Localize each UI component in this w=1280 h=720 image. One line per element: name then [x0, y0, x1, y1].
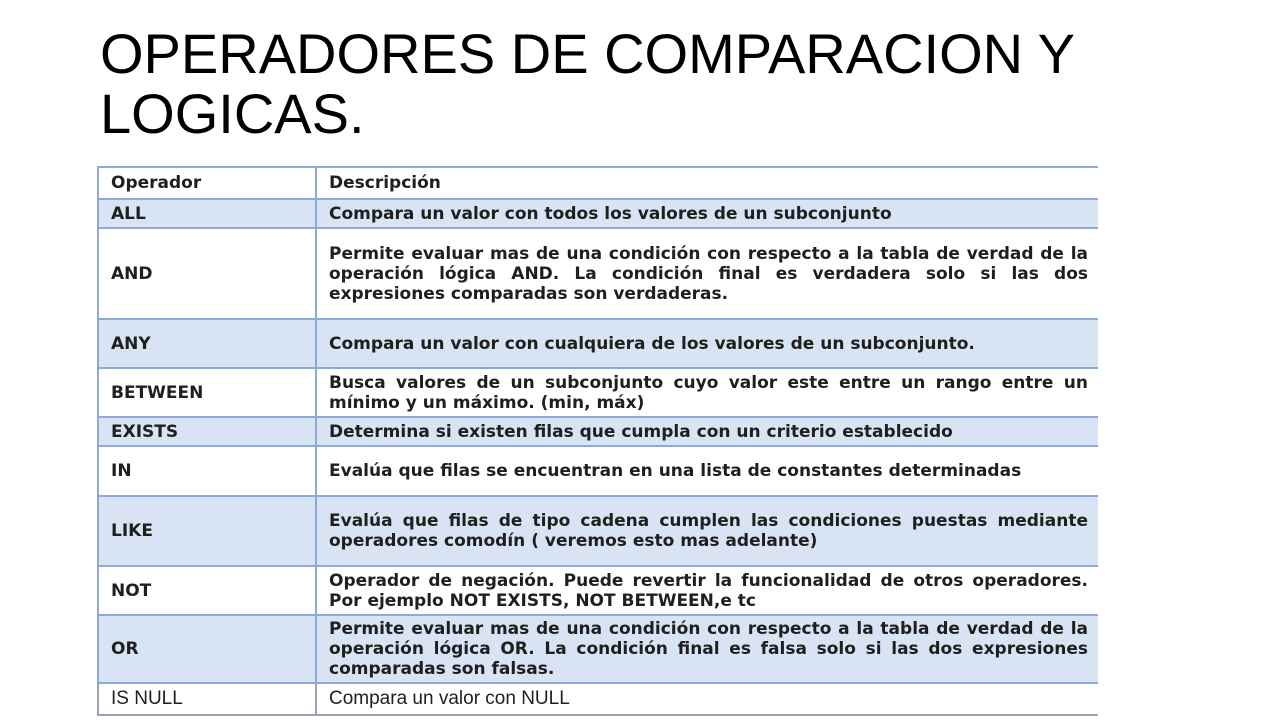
- table-row: [98, 566, 1098, 615]
- description-cell: Determina si existen filas que cumpla con un criterio establecido: [316, 417, 1098, 446]
- operator-cell: OR: [98, 615, 316, 683]
- table-row: [98, 199, 1098, 228]
- table-row: [98, 496, 1098, 566]
- description-cell: Compara un valor con NULL: [316, 683, 1098, 715]
- header-description: Descripción: [316, 167, 1098, 199]
- operator-cell: IN: [98, 446, 316, 496]
- description-cell: Busca valores de un subconjunto cuyo valor este entre un rango entre un mínimo y un máximo. (min, máx): [316, 368, 1098, 417]
- table-row: [98, 446, 1098, 496]
- description-cell: Operador de negación. Puede revertir la funcionalidad de otros operadores. Por ejemplo NOT EXISTS, NOT BETWEEN,e tc: [316, 566, 1098, 615]
- operator-cell: ANY: [98, 319, 316, 368]
- table-row: [98, 417, 1098, 446]
- description-cell: Evalúa que filas de tipo cadena cumplen las condiciones puestas mediante operadores comodín ( veremos esto mas adelante): [316, 496, 1098, 566]
- operator-cell: AND: [98, 228, 316, 319]
- slide-title: OPERADORES DE COMPARACION Y LOGICAS.: [100, 22, 1074, 145]
- description-cell: Compara un valor con cualquiera de los valores de un subconjunto.: [316, 319, 1098, 368]
- description-cell: Permite evaluar mas de una condición con respecto a la tabla de verdad de la operación lógica OR. La condición final es falsa solo si las dos expresiones comparadas son falsas.: [316, 615, 1098, 683]
- operators-table: [97, 166, 1098, 716]
- table-row: [98, 228, 1098, 319]
- description-cell: Evalúa que filas se encuentran en una lista de constantes determinadas: [316, 446, 1098, 496]
- table-row: [98, 683, 1098, 715]
- operator-cell: ALL: [98, 199, 316, 228]
- table-row: [98, 615, 1098, 683]
- operator-cell: IS NULL: [98, 683, 316, 715]
- operator-cell: NOT: [98, 566, 316, 615]
- table-header-row: [98, 167, 1098, 199]
- operators-table-container: [97, 166, 1098, 716]
- header-operator: Operador: [98, 167, 316, 199]
- description-cell: Compara un valor con todos los valores de un subconjunto: [316, 199, 1098, 228]
- description-cell: Permite evaluar mas de una condición con respecto a la tabla de verdad de la operación lógica AND. La condición final es verdadera solo si las dos expresiones comparadas son verdaderas.: [316, 228, 1098, 319]
- operator-cell: BETWEEN: [98, 368, 316, 417]
- table-row: [98, 319, 1098, 368]
- operator-cell: EXISTS: [98, 417, 316, 446]
- table-row: [98, 368, 1098, 417]
- operator-cell: LIKE: [98, 496, 316, 566]
